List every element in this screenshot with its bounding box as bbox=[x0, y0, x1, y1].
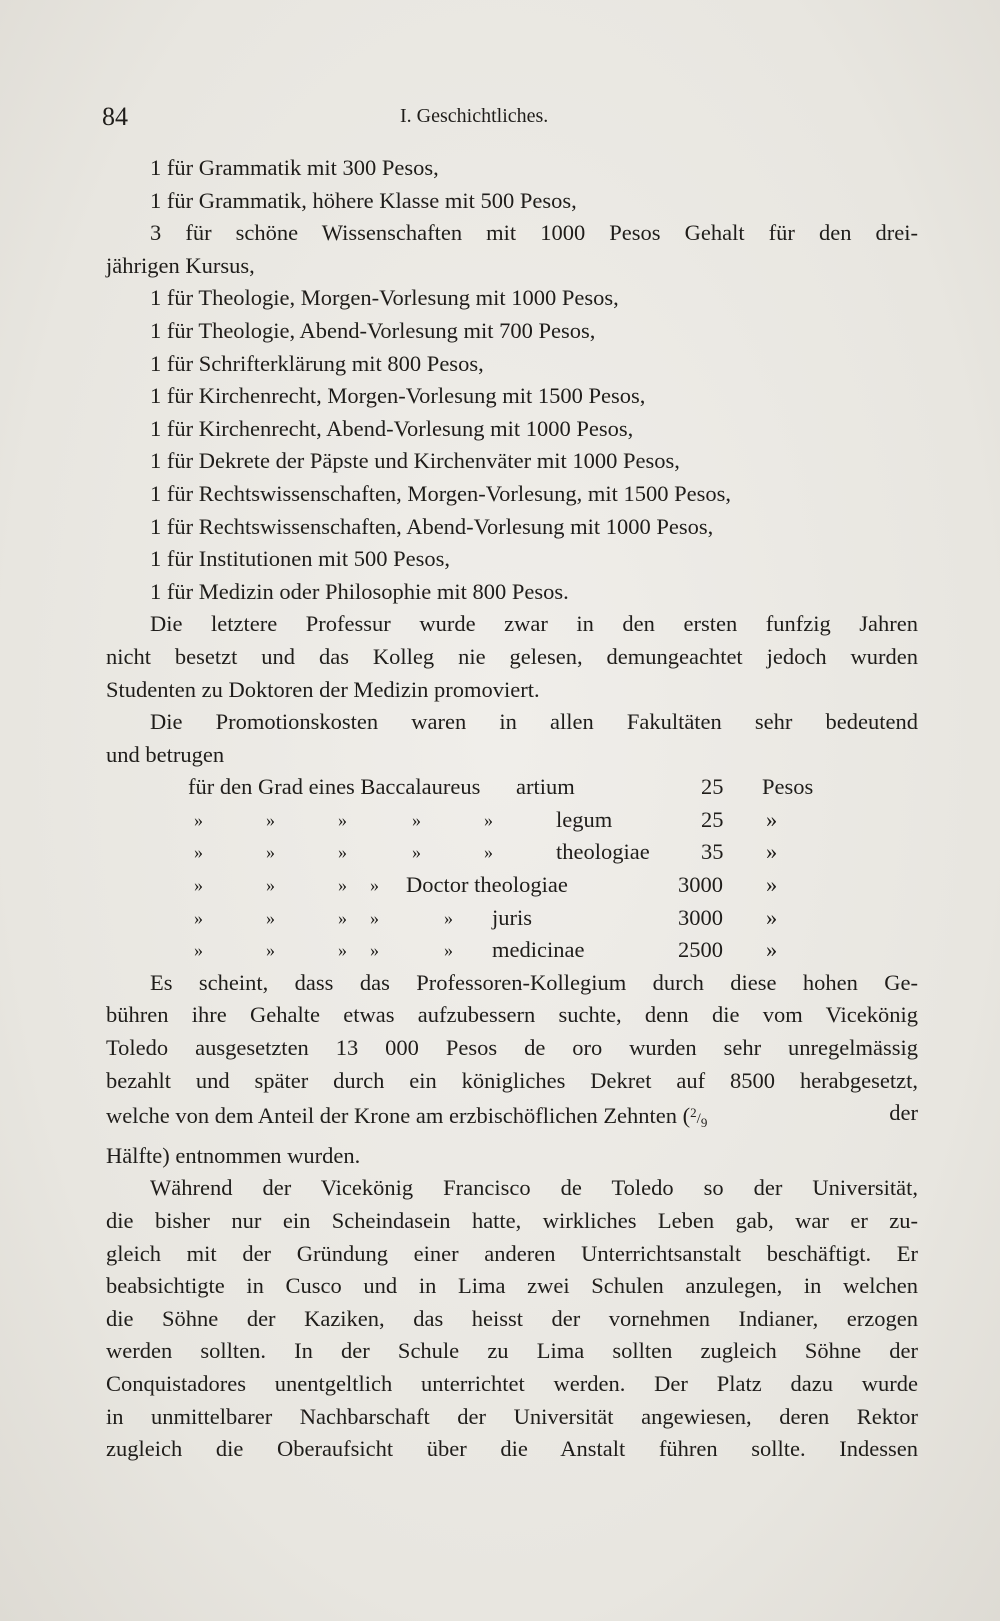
list-item: 3 für schöne Wissenschaften mit 1000 Pesos Gehalt für den drei- bbox=[150, 220, 918, 246]
degree-unit: » bbox=[766, 937, 778, 963]
degree-term: Doctor theologiae bbox=[406, 872, 568, 898]
list-item: 1 für Grammatik mit 300 Pesos, bbox=[150, 155, 439, 180]
list-item: 1 für Grammatik, höhere Klasse mit 500 Pesos, bbox=[150, 187, 577, 213]
text-line: Studenten zu Doktoren der Medizin promoviert. bbox=[106, 676, 540, 702]
text-line: bezahlt und später durch ein königliches Dekret auf 8500 herabgesetzt, bbox=[106, 1067, 918, 1093]
text-line: Während der Vicekönig Francisco de Toledo so der Universität, bbox=[150, 1175, 918, 1201]
ditto-mark: » bbox=[338, 809, 347, 830]
degree-term: legum bbox=[556, 806, 613, 832]
degree-amount: 35 bbox=[701, 839, 724, 865]
page-header bbox=[102, 102, 898, 136]
table-row bbox=[106, 934, 918, 967]
text-line: zugleich die Oberaufsicht über die Anstalt führen sollte. Indessen bbox=[106, 1436, 918, 1462]
degree-term: artium bbox=[516, 774, 575, 800]
ditto-mark: » bbox=[266, 809, 275, 830]
ditto-mark: » bbox=[194, 907, 203, 928]
degree-term: juris bbox=[492, 904, 533, 930]
list-item: 1 für Dekrete der Päpste und Kirchenväter mit 1000 Pesos, bbox=[150, 448, 680, 474]
degree-unit: » bbox=[766, 904, 778, 930]
list-item: 1 für Rechtswissenschaften, Abend-Vorlesung mit 1000 Pesos, bbox=[150, 513, 714, 539]
table-row bbox=[106, 869, 918, 902]
degree-cost-table bbox=[106, 771, 918, 967]
text-line bbox=[106, 1097, 918, 1140]
paragraph-costs bbox=[106, 706, 918, 771]
ditto-mark: » bbox=[444, 940, 453, 961]
salary-list bbox=[106, 152, 918, 608]
ditto-mark: » bbox=[266, 875, 275, 896]
degree-unit: » bbox=[766, 806, 778, 832]
ditto-mark: » bbox=[412, 842, 421, 863]
list-item: 1 für Schrifterklärung mit 800 Pesos, bbox=[150, 350, 484, 376]
ditto-mark: » bbox=[444, 907, 453, 928]
ditto-mark: » bbox=[194, 940, 203, 961]
ditto-mark: » bbox=[370, 875, 379, 896]
degree-amount: 3000 bbox=[678, 872, 723, 898]
list-item: 1 für Theologie, Morgen-Vorlesung mit 1000 Pesos, bbox=[150, 285, 619, 311]
table-row bbox=[106, 836, 918, 869]
list-item: 1 für Rechtswissenschaften, Morgen-Vorlesung, mit 1500 Pesos, bbox=[150, 480, 731, 506]
ditto-mark: » bbox=[266, 907, 275, 928]
text-line-fragment bbox=[106, 1097, 707, 1140]
ditto-mark: » bbox=[484, 842, 493, 863]
text-line: die Söhne der Kaziken, das heisst der vornehmen Indianer, erzogen bbox=[106, 1305, 918, 1331]
running-head: I. Geschichtliches. bbox=[400, 105, 549, 127]
degree-amount: 25 bbox=[701, 806, 724, 832]
text-line: Toledo ausgesetzten 13 000 Pesos de oro wurden sehr unregelmässig bbox=[106, 1035, 918, 1061]
list-item: 1 für Theologie, Abend-Vorlesung mit 700 Pesos, bbox=[150, 317, 596, 343]
paragraph-fees bbox=[106, 967, 918, 1173]
degree-unit: » bbox=[766, 839, 778, 865]
text-line: Die letztere Professur wurde zwar in den ersten funfzig Jahren bbox=[150, 611, 918, 637]
text-line: nicht besetzt und das Kolleg nie gelesen, demungeachtet jedoch wurden bbox=[106, 643, 918, 669]
ditto-mark: » bbox=[412, 809, 421, 830]
fraction-numerator: 2 bbox=[690, 1105, 697, 1121]
ditto-mark: » bbox=[370, 940, 379, 961]
degree-term: theologiae bbox=[556, 839, 650, 865]
text-fragment: der bbox=[889, 1100, 918, 1126]
degree-amount: 25 bbox=[701, 774, 724, 800]
ditto-mark: » bbox=[194, 875, 203, 896]
table-row bbox=[106, 771, 918, 804]
degree-amount: 3000 bbox=[678, 904, 723, 930]
paragraph-medicine bbox=[106, 608, 918, 706]
text-line: Es scheint, dass das Professoren-Kollegium durch diese hohen Ge- bbox=[150, 969, 918, 995]
ditto-mark: » bbox=[194, 809, 203, 830]
text-line: gleich mit der Gründung einer anderen Unterrichtsanstalt beschäftigt. Er bbox=[106, 1240, 918, 1266]
list-item: 1 für Kirchenrecht, Morgen-Vorlesung mit 1500 Pesos, bbox=[150, 383, 646, 409]
ditto-mark: » bbox=[338, 940, 347, 961]
page-body bbox=[106, 152, 918, 1466]
ditto-mark: » bbox=[266, 842, 275, 863]
ditto-mark: » bbox=[338, 907, 347, 928]
ditto-mark: » bbox=[266, 940, 275, 961]
fraction-denominator: 9 bbox=[700, 1115, 708, 1131]
ditto-mark: » bbox=[194, 842, 203, 863]
text-line: Hälfte) entnommen wurden. bbox=[106, 1142, 361, 1168]
ditto-mark: » bbox=[484, 809, 493, 830]
text-line: bühren ihre Gehalte etwas aufzubessern suchte, denn die vom Vicekönig bbox=[106, 1002, 918, 1028]
paragraph-school bbox=[106, 1172, 918, 1465]
text-line: die bisher nur ein Scheindasein hatte, wirkliches Leben gab, war er zu- bbox=[106, 1208, 918, 1233]
table-row bbox=[106, 804, 918, 837]
degree-unit: Pesos bbox=[762, 774, 814, 800]
list-item: 1 für Institutionen mit 500 Pesos, bbox=[150, 546, 450, 572]
page-number: 84 bbox=[102, 102, 128, 131]
degree-amount: 2500 bbox=[678, 937, 723, 963]
ditto-mark: » bbox=[338, 875, 347, 896]
text-fragment: welche von dem Anteil der Krone am erzbischöflichen Zehnten ( bbox=[106, 1103, 691, 1129]
text-line: und betrugen bbox=[106, 741, 225, 767]
degree-term: medicinae bbox=[492, 937, 585, 963]
ditto-mark: » bbox=[370, 907, 379, 928]
ditto-mark: » bbox=[338, 842, 347, 863]
degree-unit: » bbox=[766, 872, 778, 898]
list-item-continuation: jährigen Kursus, bbox=[106, 252, 255, 278]
degree-prefix: für den Grad eines Baccalaureus bbox=[188, 774, 481, 800]
text-line: Die Promotionskosten waren in allen Fakultäten sehr bedeutend bbox=[150, 709, 918, 735]
list-item: 1 für Medizin oder Philosophie mit 800 Pesos. bbox=[150, 578, 569, 604]
table-row bbox=[106, 902, 918, 935]
list-item: 1 für Kirchenrecht, Abend-Vorlesung mit 1000 Pesos, bbox=[150, 415, 634, 441]
text-line: werden sollten. In der Schule zu Lima sollten zugleich Söhne der bbox=[106, 1338, 918, 1364]
text-line: beabsichtigte in Cusco und in Lima zwei Schulen anzulegen, in welchen bbox=[106, 1273, 918, 1299]
text-line: Conquistadores unentgeltlich unterrichtet werden. Der Platz dazu wurde bbox=[106, 1370, 918, 1396]
text-line: in unmittelbarer Nachbarschaft der Universität angewiesen, deren Rektor bbox=[106, 1403, 918, 1429]
fraction: $^2/_9$ bbox=[690, 1105, 708, 1131]
